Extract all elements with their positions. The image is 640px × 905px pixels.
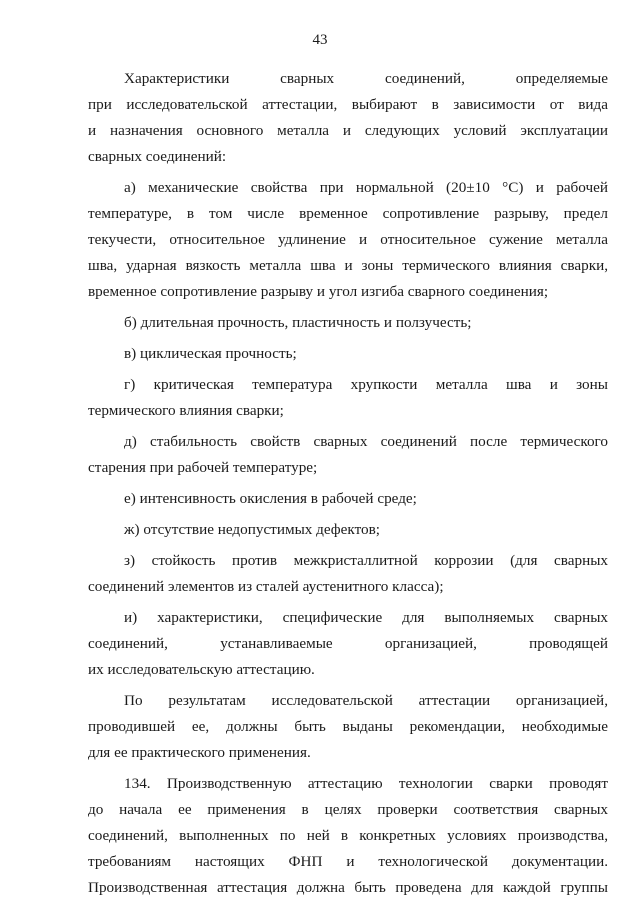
paragraph-line: при исследовательской аттестации, выбирают в зависимости от вида: [88, 96, 608, 113]
list-item-v: [88, 341, 608, 367]
list-item-i: [88, 605, 608, 683]
list-item-a: [88, 175, 608, 305]
list-item-e: [88, 486, 608, 512]
paragraph-line: временное сопротивление разрыву и угол изгиба сварного соединения;: [88, 283, 549, 300]
paragraph-line: и назначения основного металла и следующих условий эксплуатации: [88, 122, 608, 139]
paragraph-line: б) длительная прочность, пластичность и ползучесть;: [124, 314, 472, 331]
paragraph-line: шва, ударная вязкость металла шва и зоны термического влияния сварки,: [88, 257, 608, 274]
paragraph-line: температуре, в том числе временное сопротивление разрыву, предел: [88, 205, 608, 222]
document-body: [88, 66, 608, 901]
paragraph-line: Производственная аттестация должна быть проведена для каждой группы: [88, 879, 608, 896]
paragraph-line: соединений, устанавливаемые организацией, проводящей: [88, 635, 608, 652]
paragraph-line: требованиям настоящих ФНП и технологической документации.: [88, 853, 608, 870]
list-item-d: [88, 429, 608, 481]
paragraph-134: [88, 771, 608, 901]
paragraph-line: старения при рабочей температуре;: [88, 459, 318, 476]
paragraph-line: соединений, выполненных по ней в конкретных условиях производства,: [88, 827, 608, 844]
list-item-z: [88, 548, 608, 600]
paragraph-line: г) критическая температура хрупкости металла шва и зоны: [124, 376, 608, 393]
paragraph-line: для ее практического применения.: [88, 744, 311, 761]
paragraph-line: их исследовательскую аттестацию.: [88, 661, 315, 678]
paragraph-line: е) интенсивность окисления в рабочей среде;: [124, 490, 417, 507]
paragraph-intro: [88, 66, 608, 170]
paragraph-line: проводившей ее, должны быть выданы рекомендации, необходимые: [88, 718, 608, 735]
paragraph-line: 134. Производственную аттестацию технологии сварки проводят: [124, 775, 608, 792]
paragraph-line: По результатам исследовательской аттестации организацией,: [124, 692, 608, 709]
paragraph-line: Характеристики сварных соединений, определяемые: [124, 70, 608, 87]
list-item-g: [88, 372, 608, 424]
paragraph-line: и) характеристики, специфические для выполняемых сварных: [124, 609, 608, 626]
paragraph-line: сварных соединений:: [88, 148, 227, 165]
paragraph-line: д) стабильность свойств сварных соединений после термического: [124, 433, 608, 450]
list-item-zh: [88, 517, 608, 543]
paragraph-line: текучести, относительное удлинение и относительное сужение металла: [88, 231, 608, 248]
paragraph-line: а) механические свойства при нормальной (20±10 °С) и рабочей: [124, 179, 608, 196]
paragraph-line: з) стойкость против межкристаллитной коррозии (для сварных: [124, 552, 608, 569]
paragraph-results: [88, 688, 608, 766]
list-item-b: [88, 310, 608, 336]
page-number: 43: [312, 32, 328, 48]
paragraph-line: ж) отсутствие недопустимых дефектов;: [124, 521, 380, 538]
paragraph-line: термического влияния сварки;: [88, 402, 284, 419]
paragraph-line: соединений элементов из сталей аустенитного класса);: [88, 578, 444, 595]
paragraph-line: в) циклическая прочность;: [124, 345, 297, 362]
paragraph-line: до начала ее применения в целях проверки соответствия сварных: [88, 801, 608, 818]
